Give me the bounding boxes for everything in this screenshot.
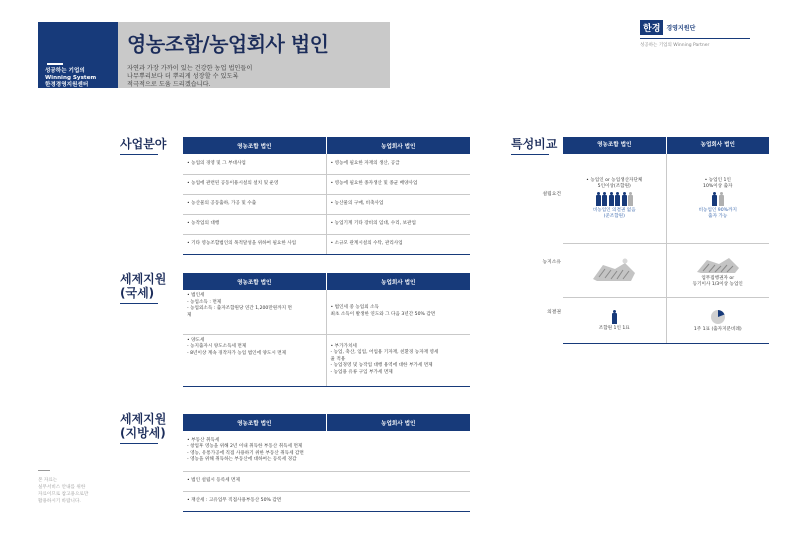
table-cell: • 농산물의 구매, 비축사업 [326, 194, 470, 214]
table-cell: • 양도세 - 농지출자시 양도소득세 면제 - 8년이상 계속 경작자가 농업 법인에 양도시 면제 [183, 334, 326, 386]
note-divider [38, 470, 50, 471]
col-header-company: 농업회사 법인 [666, 137, 770, 154]
compare-label-land: 농지소유 [542, 260, 561, 265]
section-underline [120, 154, 158, 155]
compare-title-text: 특성비교 [511, 137, 558, 151]
table-cell: • 영농에 필요한 자재의 생산, 공급 [326, 154, 470, 174]
establish-right-text: • 농업인 1인 10%이상 출자 [703, 177, 733, 189]
table-cell: • 농작업의 대행 [183, 214, 326, 234]
col-header-cooperative: 영농조합 법인 [563, 137, 666, 154]
col-header-company: 농업회사 법인 [326, 273, 470, 290]
tagline-divider [47, 63, 63, 65]
table-cell: • 농업에 관련된 공동이용시설의 설치 및 운영 [183, 174, 326, 194]
col-header-cooperative: 영농조합 법인 [183, 414, 326, 431]
page-description: 자연과 가장 가까이 있는 건강한 농업 법인들이 나무뿌리보다 더 뿌리게 성장할 수 있도록 적극적으로 도움 드리겠습니다. [127, 65, 253, 88]
header-tagline-panel [38, 22, 118, 88]
table-cell: • 영농에 필요한 종자생산 및 종균 배양사업 [326, 174, 470, 194]
section-underline [120, 443, 158, 444]
section-title-national-tax [120, 272, 166, 304]
table-cell: • 법인 설립시 등록세 면제 [183, 471, 470, 491]
logo-subtitle: 성공하는 기업의 Winning Partner [640, 43, 710, 48]
table-cell: • 농산물의 공동출하, 가공 및 수출 [183, 194, 326, 214]
compare-table [563, 137, 769, 344]
section-title-compare [511, 137, 557, 155]
table-cell: • 부동산 취득세 - 창업후 영농을 위해 2년 이내 취득한 부동산 취득세 면제 - 영농, 유통가공에 직접 사용하기 위한 부동산 취득세 감면 - 영농을 위해 취득하는 부동산에 대하여는 등록세 경감 [183, 431, 470, 471]
header-title-panel [118, 22, 390, 88]
col-header-cooperative: 영농조합 법인 [183, 137, 326, 154]
col-header-company: 농업회사 법인 [326, 137, 470, 154]
header-tagline: 성공하는 기업의 Winning System 한경경영지원센터 [45, 68, 97, 88]
section-title-local-tax [120, 412, 166, 444]
compare-row-establish [563, 154, 769, 244]
compare-row-land [563, 244, 769, 298]
business-title-text: 사업분야 [120, 137, 167, 151]
national-tax-title-text: 세제지원 (국세) [120, 272, 167, 300]
table-cell: • 법인세 - 농업소득 : 면제 - 농업외소득 : 출자조합원당 연간 1,200만원까지 면 제 [183, 290, 326, 334]
local-tax-title-text: 세제지원 (지방세) [120, 412, 167, 440]
pie-share-icon [710, 309, 726, 325]
local-tax-table [183, 414, 470, 512]
land-right-text: 업무집행권자 or 등기이사 1/3이상 농업인 [692, 275, 743, 287]
col-header-cooperative: 영농조합 법인 [183, 273, 326, 290]
national-tax-table [183, 273, 470, 387]
establish-left-text: • 농업인 or 농업생산자단체 5인이상(조합원) [586, 177, 643, 189]
people-one-icon [712, 192, 724, 206]
table-cell: • 소규모 관계시설의 수탁, 관리사업 [326, 234, 470, 254]
establish-right-note: 비농업인 90%까지 출자 가능 [698, 207, 737, 219]
logo-divider [640, 38, 750, 39]
vote-left-text: 조합원 1인 1표 [598, 325, 630, 331]
page-title: 영농조합/농업회사 법인 [127, 32, 329, 56]
compare-row-vote [563, 298, 769, 344]
disclaimer-text: 본 자료는 실무서비스 안내를 위한 자료이므로 참고용으로만 활용하시기 바랍니다. [38, 478, 89, 504]
compare-label-vote: 의결권 [547, 310, 561, 315]
section-underline [511, 154, 549, 155]
table-cell: • 농업기계 기타 장비의 임대, 수리, 보관업 [326, 214, 470, 234]
table-cell: • 기타 영농조합법인의 목적달성을 위하여 필요한 사업 [183, 234, 326, 254]
disclaimer-note [38, 470, 108, 505]
table-cell: • 부가가치세 - 농업, 축산, 임업, 어업용 기자재, 친환경 농자재 영세 율 적용 - 농업경영 및 농작업 대행 용역에 대한 부가세 면제 - 농업용 유류 구입 부가세 면제 [326, 334, 470, 386]
compare-label-establish: 설립요건 [542, 192, 561, 197]
brand-logo [640, 20, 760, 48]
section-underline [120, 303, 158, 304]
farmland-icon [695, 254, 741, 274]
vote-right-text: 1주 1표 (출자지분비례) [693, 326, 742, 332]
table-cell: • 농업의 경영 및 그 부대사업 [183, 154, 326, 174]
business-table [183, 137, 470, 255]
establish-left-note: 비농업인 의결권 없음 (준조합원) [592, 207, 636, 219]
person-icon [612, 310, 617, 324]
section-title-business [120, 137, 166, 155]
table-cell: • 재산세 : 고유업무 직접사용부동산 50% 감면 [183, 491, 470, 511]
table-cell: • 법인세 중 농업외 소득 최초 소득이 발생한 연도와 그 다음 3년간 50% 감면 [326, 290, 470, 334]
col-header-company: 농업회사 법인 [326, 414, 470, 431]
farmland-icon [591, 257, 637, 283]
logo-name: 경영지원단 [666, 25, 696, 32]
logo-badge: 한경 [640, 20, 663, 35]
people-five-icon [596, 192, 634, 206]
